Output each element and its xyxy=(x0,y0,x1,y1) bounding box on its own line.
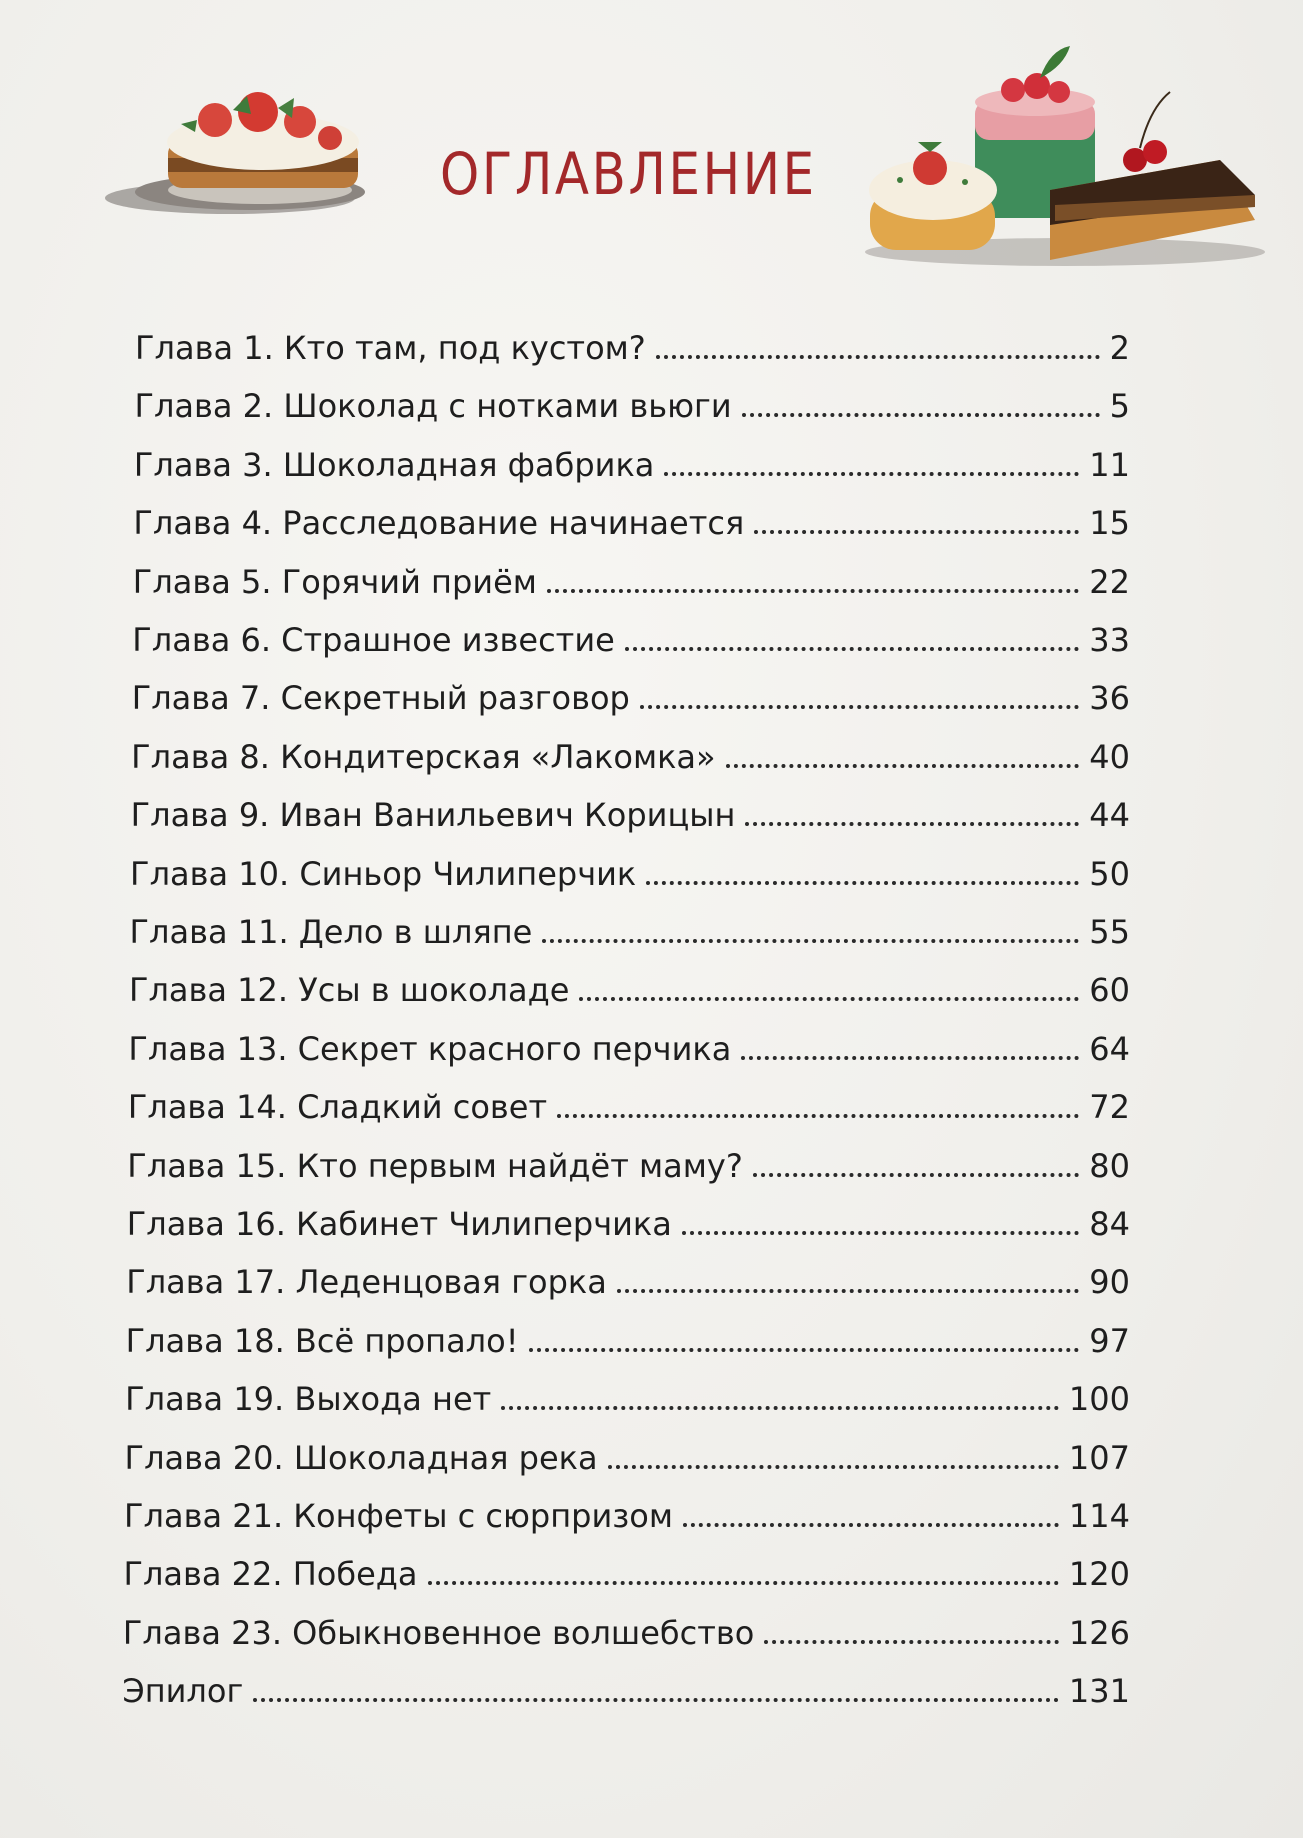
toc-entry xyxy=(130,844,1130,894)
toc-entry xyxy=(126,1311,1130,1361)
toc-entry xyxy=(131,785,1130,835)
toc-entry-page-number: 90 xyxy=(1089,1263,1130,1302)
dot-leader xyxy=(542,939,1079,943)
dot-leader xyxy=(753,1173,1079,1177)
dot-leader xyxy=(656,355,1100,359)
dot-leader xyxy=(557,1114,1079,1118)
toc-entry-page-number: 2 xyxy=(1109,329,1130,367)
toc-entry-page-number: 50 xyxy=(1089,854,1130,893)
toc-entry-page-number: 36 xyxy=(1089,679,1130,718)
dot-leader xyxy=(608,1465,1059,1469)
toc-entry-page-number: 40 xyxy=(1089,737,1130,776)
dot-leader xyxy=(646,881,1079,885)
toc-entry xyxy=(131,727,1130,777)
toc-entry-label: Глава 7. Секретный разговор xyxy=(131,679,630,718)
dot-leader xyxy=(253,1698,1059,1702)
toc-entry-label: Глава 17. Леденцовая горка xyxy=(126,1263,607,1302)
toc-entry-page-number: 100 xyxy=(1068,1380,1130,1419)
toc-entry-label: Глава 2. Шоколад с нотками вьюги xyxy=(134,387,732,426)
dot-leader xyxy=(664,472,1079,476)
toc-entry-page-number: 44 xyxy=(1089,796,1130,835)
toc-entry-label: Глава 14. Сладкий совет xyxy=(127,1088,548,1127)
toc-entry-label: Глава 21. Конфеты с сюрпризом xyxy=(124,1497,673,1535)
toc-entry xyxy=(126,1252,1130,1302)
toc-entry xyxy=(128,1077,1130,1127)
toc-entry-label: Глава 22. Победа xyxy=(123,1555,418,1594)
toc-entry-label: Глава 12. Усы в шоколаде xyxy=(128,971,570,1010)
toc-entry xyxy=(133,552,1130,602)
toc-entry-page-number: 64 xyxy=(1089,1029,1130,1068)
toc-entry-page-number: 80 xyxy=(1089,1146,1130,1185)
toc-entry xyxy=(125,1428,1130,1478)
toc-entry xyxy=(132,668,1130,718)
toc-entry-label: Глава 16. Кабинет Чилиперчика xyxy=(126,1205,672,1243)
toc-entry-label: Глава 15. Кто первым найдёт маму? xyxy=(127,1146,743,1185)
toc-entry xyxy=(122,1661,1130,1711)
toc-entry-label: Глава 11. Дело в шляпе xyxy=(129,913,533,951)
toc-entry xyxy=(133,493,1130,543)
toc-entry-page-number: 120 xyxy=(1068,1555,1130,1594)
toc-entry-page-number: 60 xyxy=(1089,971,1130,1010)
toc-entry-label: Глава 13. Секрет красного перчика xyxy=(128,1029,732,1068)
toc-entry-label: Глава 6. Страшное известие xyxy=(132,621,615,659)
toc-entry-label: Глава 9. Иван Ванильевич Корицын xyxy=(130,796,736,835)
toc-entry-page-number: 97 xyxy=(1089,1321,1130,1360)
dot-leader xyxy=(529,1348,1080,1352)
dot-leader xyxy=(742,413,1100,417)
toc-entry xyxy=(128,1019,1130,1069)
toc-entry xyxy=(127,1194,1130,1244)
toc-entry-page-number: 22 xyxy=(1089,562,1130,601)
toc-entry-label: Глава 8. Кондитерская «Лакомка» xyxy=(131,737,716,776)
toc-entry xyxy=(134,435,1130,485)
toc-entry-page-number: 126 xyxy=(1068,1613,1130,1652)
dot-leader xyxy=(547,589,1079,593)
toc-entry-page-number: 11 xyxy=(1089,445,1130,484)
dot-leader xyxy=(741,1056,1079,1060)
toc-entry xyxy=(130,902,1131,952)
dot-leader xyxy=(754,530,1079,534)
toc-entry-label: Глава 23. Обыкновенное волшебство xyxy=(122,1613,755,1652)
toc-entry-page-number: 107 xyxy=(1068,1438,1130,1477)
toc-entry-label: Глава 3. Шоколадная фабрика xyxy=(133,445,655,484)
toc-entry-page-number: 72 xyxy=(1089,1088,1130,1127)
dot-leader xyxy=(682,1231,1079,1235)
toc-entry xyxy=(123,1544,1130,1594)
dot-leader xyxy=(625,647,1079,651)
dot-leader xyxy=(726,764,1080,768)
toc-entry-page-number: 131 xyxy=(1068,1672,1130,1711)
toc-entry xyxy=(135,318,1130,368)
dot-leader xyxy=(428,1581,1059,1585)
toc-entry-label: Глава 1. Кто там, под кустом? xyxy=(135,329,646,367)
toc-entry xyxy=(129,960,1130,1010)
toc-entry-page-number: 114 xyxy=(1068,1497,1130,1535)
toc-entry-page-number: 33 xyxy=(1089,621,1130,659)
toc-entry-label: Глава 20. Шоколадная река xyxy=(124,1438,598,1477)
toc-entry-label: Глава 5. Горячий приём xyxy=(132,562,537,601)
toc-entry-label: Глава 10. Синьор Чилиперчик xyxy=(130,854,637,893)
toc-entry xyxy=(123,1603,1130,1653)
toc-entry-page-number: 5 xyxy=(1109,387,1130,426)
dot-leader xyxy=(764,1640,1059,1644)
page-title: ОГЛАВЛЕНИЕ xyxy=(440,140,817,208)
toc-entry xyxy=(125,1369,1130,1419)
toc-entry-page-number: 15 xyxy=(1089,504,1130,543)
toc-entry-page-number: 84 xyxy=(1089,1205,1130,1243)
toc-entry xyxy=(132,610,1130,660)
dot-leader xyxy=(745,822,1079,826)
dot-leader xyxy=(617,1289,1079,1293)
dot-leader xyxy=(640,705,1079,709)
dot-leader xyxy=(579,997,1079,1001)
toc-entry xyxy=(127,1136,1130,1186)
dot-leader xyxy=(501,1406,1059,1410)
toc-entry xyxy=(134,376,1130,426)
dot-leader xyxy=(683,1523,1059,1527)
toc-entry-label: Эпилог xyxy=(122,1672,244,1711)
toc-entry xyxy=(124,1486,1130,1536)
toc-entry-label: Глава 18. Всё пропало! xyxy=(125,1321,519,1360)
toc-entry-label: Глава 19. Выхода нет xyxy=(125,1380,492,1419)
toc-entry-page-number: 55 xyxy=(1089,913,1130,951)
toc-entry-label: Глава 4. Расследование начинается xyxy=(133,504,745,543)
